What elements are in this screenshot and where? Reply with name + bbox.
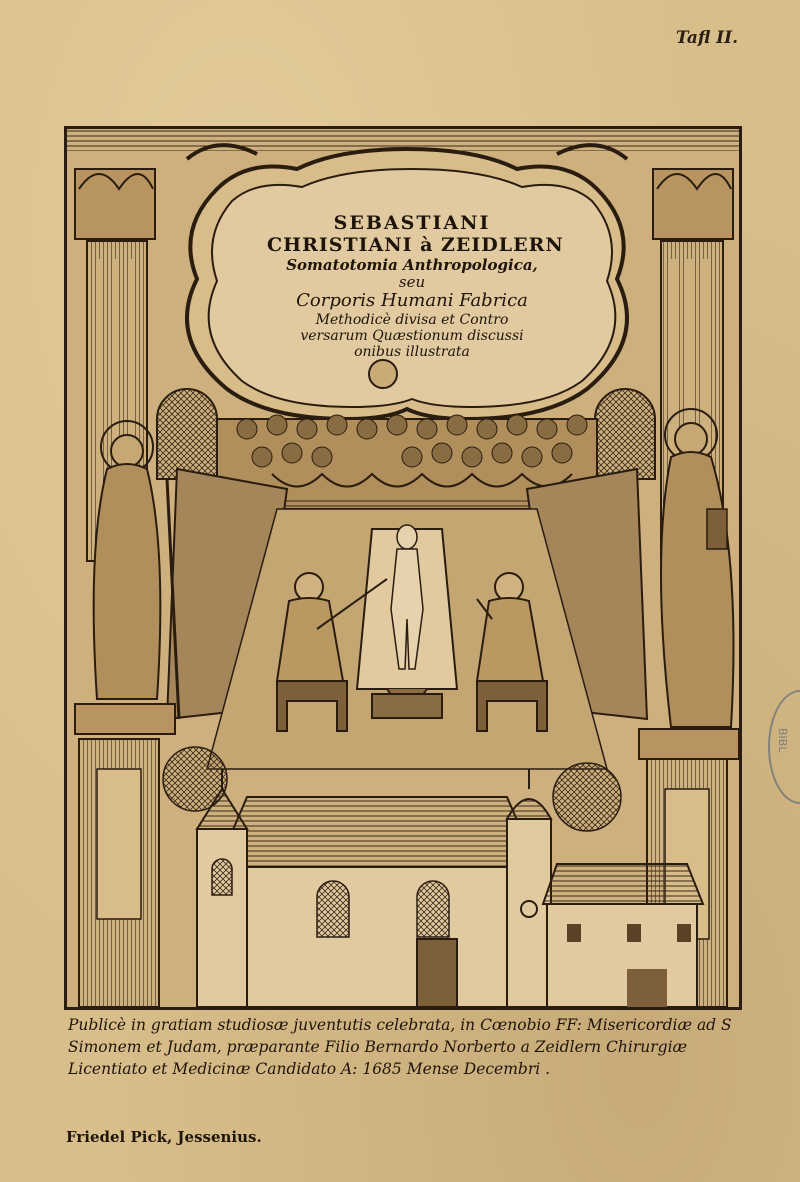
cartouche-line-6: Methodicè divisa et Contro: [315, 311, 509, 328]
dissection-table: [357, 525, 457, 718]
cartouche-line-1: SEBASTIANI: [333, 212, 491, 234]
plate-label: Tafl II.: [675, 28, 738, 48]
caption-line-1: Publicè in gratiam studiosæ juventutis celebrata, in Cœnobio FF: Misericordiæ ad S: [68, 1016, 732, 1034]
source-attribution: Friedel Pick, Jessenius.: [66, 1128, 262, 1146]
cartouche-line-4: seu: [398, 272, 426, 291]
side-house: [543, 864, 703, 1007]
library-stamp-text: BIBL: [776, 728, 789, 753]
cartouche-line-8: onibus illustrata: [354, 344, 470, 361]
caption-line-2: Simonem et Judam, præparante Filio Bernardo Norberto a Zeidlern Chirurgiæ: [68, 1038, 688, 1056]
tree-right: [553, 763, 621, 831]
engraving-plate: [64, 126, 742, 1010]
cartouche-title: [267, 207, 564, 437]
window-right: [595, 389, 655, 479]
engraving-caption: [68, 1014, 748, 1080]
caption-line-3: Licentiato et Medicinæ Candidato A: 1685 Mense Decembri .: [68, 1060, 551, 1078]
cartouche-line-3: Somatotomia Anthropologica,: [286, 255, 538, 274]
church-tower-center: [507, 769, 551, 1007]
cartouche-line-7: versarum Quæstionum discussi: [300, 327, 524, 344]
cartouche-line-2: CHRISTIANI à ZEIDLERN: [267, 233, 564, 256]
window-left: [157, 389, 217, 479]
church-building: [217, 797, 537, 1007]
cartouche-line-5: Corporis Humani Fabrica: [296, 290, 528, 312]
